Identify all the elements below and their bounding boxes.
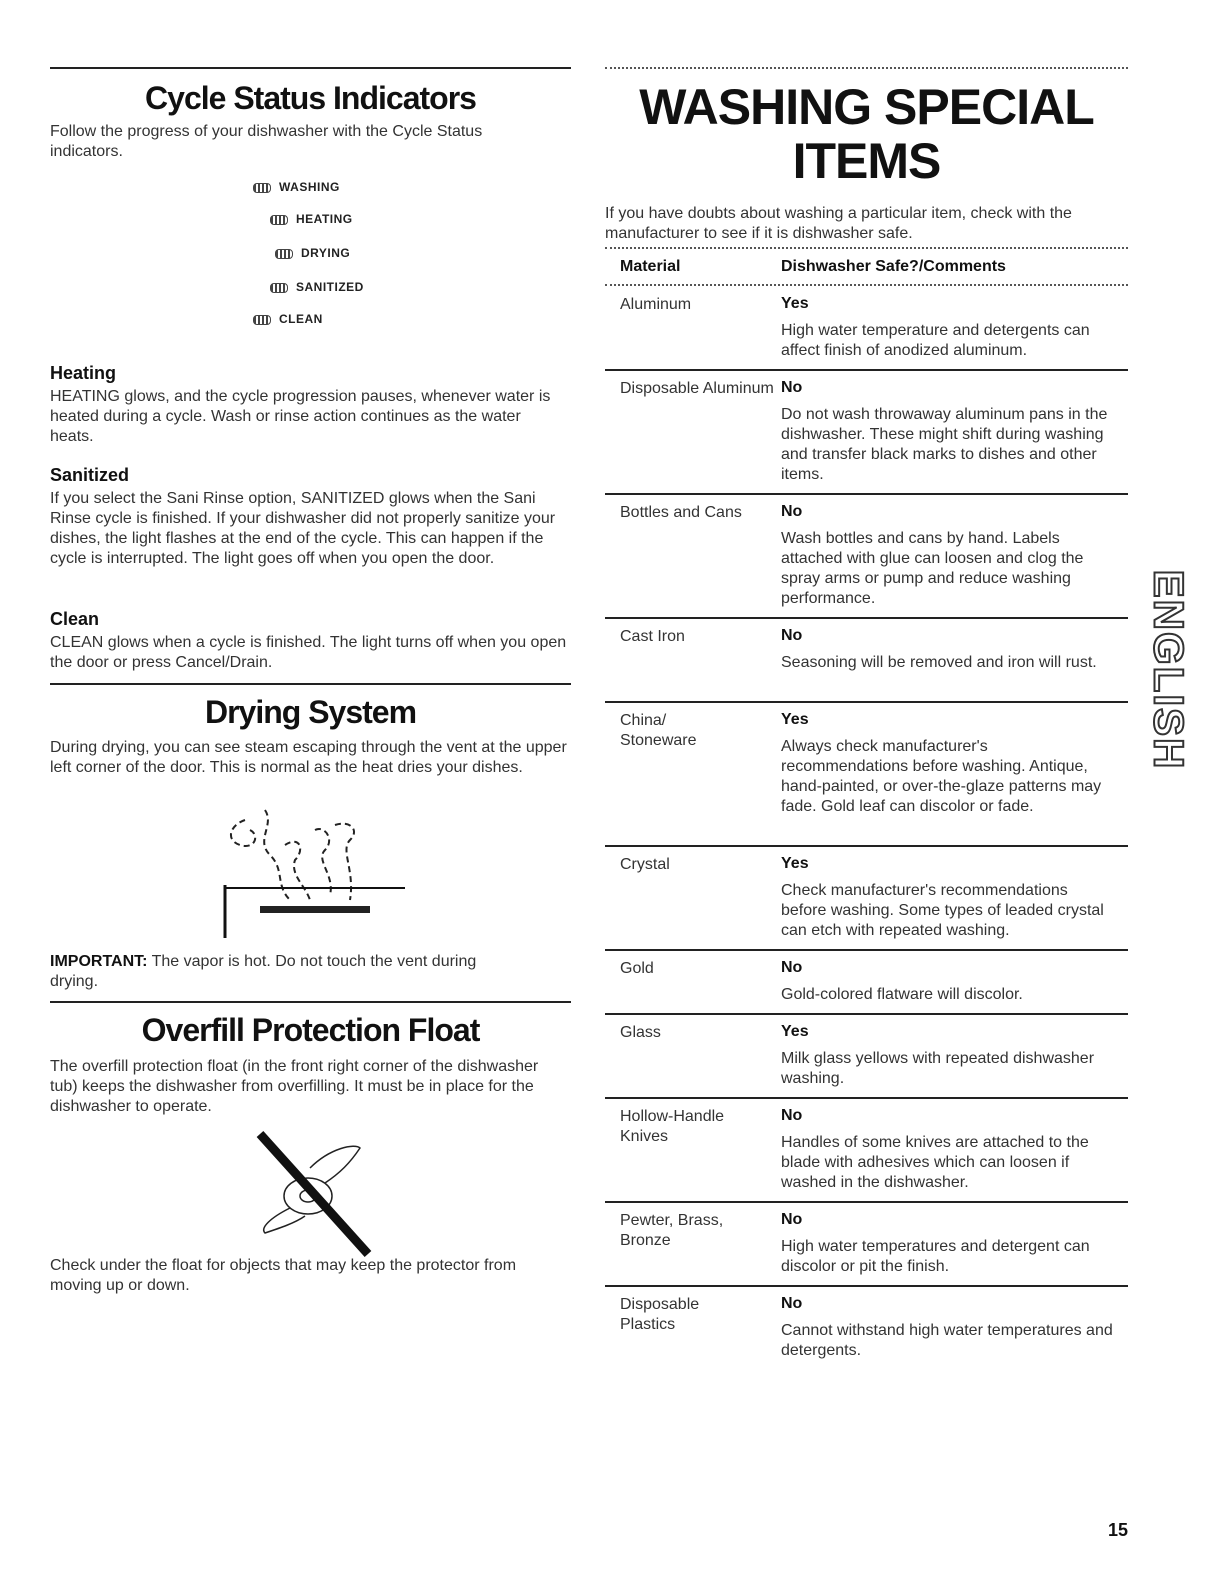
divider-drying [50,683,571,685]
washing-title-line2: ITEMS [792,133,941,189]
row-rule [605,1201,1128,1203]
sanitized-heading: Sanitized [50,465,130,485]
language-side-tab [1145,569,1192,771]
row-material: Hollow-Handle Knives [620,1108,725,1145]
indicator-light-icon [270,215,288,225]
indicator-washing [253,180,340,194]
indicator-heating [270,212,353,226]
row-comment: Milk glass yellows with repeated dishwasher washing. [781,1050,1095,1087]
row-material: Aluminum [620,296,692,313]
table-row [605,1107,1128,1201]
row-rule [605,1285,1128,1287]
table-row [605,711,1128,845]
row-rule [605,617,1128,619]
drying-system-title: Drying System [204,694,417,730]
row-comment: Always check manufacturer's recommendations before washing. Antique, hand-painted, or over-the-glaze patterns may fade. Gold leaf can discolor or fade. [781,738,1102,815]
row-rule [605,369,1128,371]
language-side-tab-label: ENGLISH [1145,569,1192,771]
row-comment: Do not wash throwaway aluminum pans in the dishwasher. These might shift during washing and transfer black marks to dishes and other items. [781,406,1108,483]
row-rule [605,701,1128,703]
overfill-title: Overfill Protection Float [141,1012,480,1048]
row-rule [605,949,1128,951]
row-safe: No [781,379,803,396]
row-rule [605,845,1128,847]
heating-heading: Heating [50,363,117,383]
table-header [605,258,1128,280]
table-row [605,1023,1128,1097]
table-row [605,1211,1128,1285]
table-row [605,379,1128,493]
row-comment: Gold-colored flatware will discolor. [781,986,1023,1003]
row-material: Disposable Plastics [620,1296,700,1333]
row-safe: No [781,1295,803,1312]
row-safe: Yes [781,711,809,728]
float-illustration [250,1128,380,1260]
cycle-status-intro: Follow the progress of your dishwasher with the Cycle Status indicators. [50,123,483,160]
table-header-rule [605,284,1128,286]
row-material: Glass [620,1024,661,1041]
steam-vent-illustration [215,800,415,940]
indicator-sanitized [270,280,364,294]
row-comment: High water temperature and detergents can affect finish of anodized aluminum. [781,322,1090,359]
row-safe: No [781,959,803,976]
row-comment: Check manufacturer's recommendations before washing. Some types of leaded crystal can etch with repeated washing. [781,882,1104,939]
table-row [605,503,1128,617]
top-rule-right [605,67,1128,69]
row-rule [605,1013,1128,1015]
divider-overfill [50,1001,571,1003]
indicator-label: DRYING [301,246,351,260]
row-material: Disposable Aluminum [620,380,774,397]
indicator-clean [253,312,323,326]
drying-text: During drying, you can see steam escaping through the vent at the upper left corner of the door. This is normal as the heat dries your dishes. [50,739,567,776]
table-row [605,959,1128,1013]
row-material: Pewter, Brass, Bronze [620,1212,724,1249]
row-rule [605,1097,1128,1099]
indicator-light-icon [253,315,271,325]
row-safe: No [781,1107,803,1124]
important-text: The vapor is hot. Do not touch the vent during drying. [50,953,477,990]
row-material: Cast Iron [620,628,685,645]
table-row [605,627,1128,701]
indicator-light-icon [253,183,271,193]
table-row [605,855,1128,949]
row-comment: Cannot withstand high water temperatures and detergents. [781,1322,1113,1359]
table-top-rule [605,247,1128,249]
table-row [605,295,1128,369]
indicator-label: WASHING [279,180,340,194]
row-safe: Yes [781,1023,809,1040]
heating-text: HEATING glows, and the cycle progression pauses, whenever water is heated during a cycle. Wash or rinse action continues as the water heats. [50,388,551,445]
row-rule [605,493,1128,495]
row-material: Crystal [620,856,670,873]
row-material: Bottles and Cans [620,504,742,521]
cycle-status-title: Cycle Status Indicators [145,80,476,116]
overfill-note: Check under the float for objects that may keep the protector from moving up or down. [50,1257,517,1294]
row-safe: No [781,1211,803,1228]
row-comment: High water temperatures and detergent can discolor or pit the finish. [781,1238,1090,1275]
header-comments: Dishwasher Safe?/Comments [781,258,1006,275]
table-row [605,1295,1128,1369]
header-material: Material [620,258,681,275]
sanitized-text: If you select the Sani Rinse option, SANITIZED glows when the Sani Rinse cycle is finished. If your dishwasher did not properly sanitize your dishes, the light flashes at the end of the cycle. This can happen if the cycle is interrupted. The light goes off when you open the door. [50,490,556,567]
row-comment: Handles of some knives are attached to the blade with adhesives which can loosen if washed in the dishwasher. [781,1134,1089,1191]
row-comment: Seasoning will be removed and iron will rust. [781,654,1097,671]
row-safe: Yes [781,295,809,312]
indicator-label: SANITIZED [296,280,364,294]
page-number: 15 [1107,1520,1128,1540]
indicator-light-icon [275,249,293,259]
row-safe: No [781,627,803,644]
washing-title-line1: WASHING SPECIAL [639,79,1094,135]
row-material: Gold [620,960,654,977]
important-note [50,952,490,992]
indicator-label: HEATING [296,212,353,226]
row-safe: No [781,503,803,520]
row-safe: Yes [781,855,809,872]
clean-text: CLEAN glows when a cycle is finished. The light turns off when you open the door or press Cancel/Drain. [50,634,567,671]
clean-heading: Clean [50,609,100,629]
row-comment: Wash bottles and cans by hand. Labels attached with glue can loosen and clog the spray arms or pump and reduce washing performance. [781,530,1084,607]
overfill-text: The overfill protection float (in the front right corner of the dishwasher tub) keeps the dishwasher from overfilling. It must be in place for the dishwasher to operate. [50,1058,539,1115]
top-rule-left [50,67,571,69]
indicator-label: CLEAN [279,312,323,326]
important-label: IMPORTANT: [50,953,148,970]
indicator-drying [275,246,350,260]
row-material: China/ Stoneware [620,712,697,749]
indicator-light-icon [270,283,288,293]
washing-intro: If you have doubts about washing a particular item, check with the manufacturer to see if it is dishwasher safe. [605,205,1072,242]
